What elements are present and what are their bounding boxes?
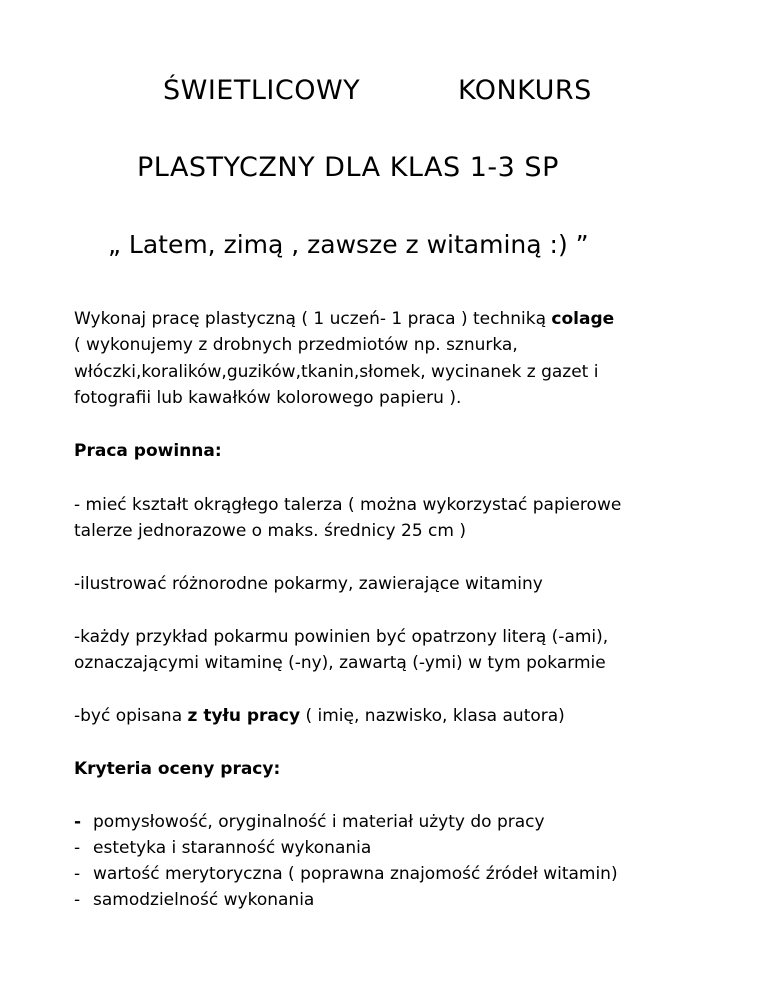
intro-line-1: [74, 309, 614, 329]
motto: „ Latem, zimą , zawsze z witaminą :) ”: [108, 230, 589, 259]
criteria-bullet: -: [74, 890, 81, 910]
criteria-heading-text: Kryteria oceny pracy:: [74, 759, 281, 779]
requirement-3-line-1: -każdy przykład pokarmu powinien być opatrzony literą (-ami),: [74, 627, 609, 647]
intro-line-4: fotografii lub kawałków kolorowego papieru ).: [74, 388, 462, 408]
intro-line-2: ( wykonujemy z drobnych przedmiotów np. sznurka,: [74, 335, 518, 355]
requirement-4: [74, 706, 565, 726]
requirement-2: -ilustrować różnorodne pokarmy, zawierające witaminy: [74, 574, 543, 594]
intro-line-3: włóczki,koralików,guzików,tkanin,słomek, wycinanek z gazet i: [74, 362, 599, 382]
criteria-bullet: -: [74, 864, 81, 884]
title-line-2: PLASTYCZNY DLA KLAS 1-3 SP: [137, 152, 559, 183]
requirements-heading-text: Praca powinna:: [74, 441, 222, 461]
requirement-1-line-1: - mieć kształt okrągłego talerza ( można wykorzystać papierowe: [74, 495, 622, 515]
requirement-4-suffix: ( imię, nazwisko, klasa autora): [300, 706, 565, 726]
requirement-3-line-2: oznaczającymi witaminę (-ny), zawartą (-ymi) w tym pokarmie: [74, 653, 606, 673]
requirement-1-line-2: talerze jednorazowe o maks. średnicy 25 cm ): [74, 521, 466, 541]
criteria-item-text: estetyka i staranność wykonania: [93, 838, 372, 858]
criteria-item-text: wartość merytoryczna ( poprawna znajomość źródeł witamin): [93, 864, 618, 884]
title-word-swietlicowy: ŚWIETLICOWY: [163, 75, 361, 106]
criteria-item-text: samodzielność wykonania: [93, 890, 315, 910]
criteria-item-text: pomysłowość, oryginalność i materiał użyty do pracy: [93, 812, 545, 832]
requirements-heading: [74, 441, 222, 461]
requirement-4-emphasis: z tyłu pracy: [187, 706, 301, 726]
title-word-konkurs: KONKURS: [458, 75, 592, 106]
criteria-bullet: -: [74, 838, 81, 858]
criteria-bullet: -: [74, 812, 82, 832]
requirement-4-text: -być opisana: [74, 706, 188, 726]
intro-line-1-text: Wykonaj pracę plastyczną ( 1 uczeń- 1 praca ) techniką: [74, 309, 552, 329]
intro-technique: colage: [551, 309, 615, 329]
criteria-heading: [74, 759, 280, 779]
